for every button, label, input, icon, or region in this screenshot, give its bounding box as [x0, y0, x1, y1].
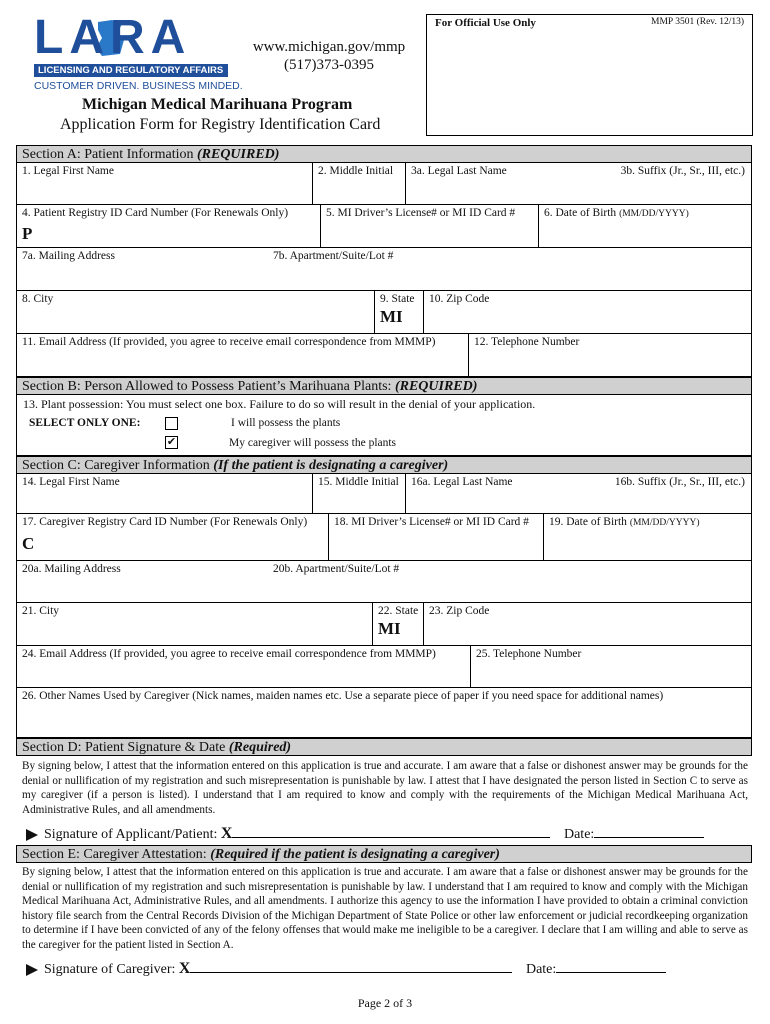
label: 9. State — [380, 293, 415, 305]
label-format: (MM/DD/YYYY) — [629, 518, 700, 528]
section-e-title: Section E: Caregiver Attestation: — [22, 847, 207, 862]
select-only-one-label: SELECT ONLY ONE: — [29, 417, 141, 429]
section-c-header — [16, 456, 752, 474]
prefix-c: C — [22, 534, 35, 553]
field-email[interactable] — [17, 334, 469, 376]
signature-underline — [190, 960, 512, 973]
label-suffix: 16b. Suffix (Jr., Sr., III, etc.) — [614, 476, 745, 488]
section-a-header — [16, 145, 752, 163]
section-c-required: (If the patient is designating a caregiver) — [213, 458, 449, 473]
prefix-p: P — [22, 224, 33, 243]
label: 24. Email Address (If provided, you agree to receive email correspondence from MMMP) — [22, 648, 436, 660]
form-number: MMP 3501 (Rev. 12/13) — [651, 17, 744, 27]
label-format: (MM/DD/YYYY) — [619, 209, 689, 219]
signature-label: Signature of Applicant/Patient: — [44, 827, 218, 842]
label: 22. State — [378, 605, 419, 617]
field-caregiver-middle-initial[interactable] — [313, 474, 406, 514]
field-caregiver-city[interactable] — [17, 603, 373, 646]
label-suffix: 3b. Suffix (Jr., Sr., III, etc.) — [620, 165, 745, 177]
section-b-form — [16, 394, 752, 456]
label: 2. Middle Initial — [318, 165, 394, 177]
section-d-required: (Required) — [228, 740, 292, 755]
signature-underline — [232, 825, 550, 838]
field-caregiver-state[interactable] — [373, 603, 424, 646]
field-patient-registry-id[interactable] — [17, 205, 321, 248]
field-mailing-address[interactable] — [17, 248, 751, 291]
arrow-right-icon — [26, 829, 38, 841]
field-caregiver-last-name[interactable] — [406, 474, 751, 514]
field-caregiver-zip-code[interactable] — [424, 603, 751, 646]
signature-x: X — [178, 960, 191, 977]
option-patient-possess: I will possess the plants — [231, 417, 341, 429]
field-caregiver-telephone[interactable] — [471, 646, 751, 688]
label: 4. Patient Registry ID Card Number (For Renewals Only) — [22, 207, 289, 219]
field-caregiver-drivers-license[interactable] — [329, 514, 544, 561]
label: 1. Legal First Name — [22, 165, 114, 177]
label: 19. Date of Birth — [549, 516, 627, 528]
label: 5. MI Driver’s License# or MI ID Card # — [326, 207, 516, 219]
section-a-form — [16, 162, 752, 377]
website-link[interactable]: www.michigan.gov/mmp — [252, 39, 406, 55]
form-title: Application Form for Registry Identification Card — [60, 116, 381, 133]
section-b-title: Section B: Person Allowed to Possess Patient’s Marihuana Plants: — [22, 379, 392, 394]
section-b-required: (REQUIRED) — [394, 379, 478, 394]
signature-x: X — [220, 825, 233, 842]
label-apartment: 7b. Apartment/Suite/Lot # — [273, 250, 394, 262]
checkbox-caregiver-possess[interactable] — [165, 436, 178, 449]
field-middle-initial[interactable] — [313, 163, 406, 205]
field-drivers-license[interactable] — [321, 205, 539, 248]
label: 21. City — [22, 605, 60, 617]
program-name: Michigan Medical Marihuana Program — [82, 96, 353, 113]
label: 26. Other Names Used by Caregiver (Nick names, maiden names etc. Use a separate piece of paper if you need space for additional names) — [22, 690, 664, 702]
label: 18. MI Driver’s License# or MI ID Card # — [334, 516, 529, 528]
field-legal-last-name[interactable] — [406, 163, 751, 205]
field-caregiver-mailing-address[interactable] — [17, 561, 751, 603]
field-telephone[interactable] — [469, 334, 751, 376]
label: 3a. Legal Last Name — [411, 165, 507, 177]
section-e-required: (Required if the patient is designating a caregiver) — [210, 847, 500, 862]
official-use-box — [426, 14, 753, 136]
field-state[interactable] — [375, 291, 424, 334]
contact-info — [238, 38, 420, 74]
label: 16a. Legal Last Name — [411, 476, 513, 488]
label: 17. Caregiver Registry Card ID Number (For Renewals Only) — [22, 516, 308, 528]
label: 10. Zip Code — [429, 293, 490, 305]
field-legal-first-name[interactable] — [17, 163, 313, 205]
patient-signature-line[interactable] — [26, 825, 704, 843]
phone-number: (517)373-0395 — [284, 57, 374, 73]
label: 6. Date of Birth — [544, 207, 617, 219]
section-c-form — [16, 473, 752, 738]
section-e-header — [16, 845, 752, 863]
field-zip-code[interactable] — [424, 291, 751, 334]
logo-tagline-2: CUSTOMER DRIVEN. BUSINESS MINDED. — [34, 80, 243, 92]
section-e-attestation: By signing below, I attest that the information entered on this application is true and accurate. I am aware that a false or dishonest answer may be grounds for the denial or nullification of my registration and such misrepresentation is punishable by law. I understand that I am required to know and comply with the Michigan Medical Marihuana Act, Administrative Rules, and all amendments. I authorize this agency to use the information I have provided to obtain a criminal conviction history file search from the Central Records Division of the Michigan Department of State Police or other law enforcement or judicial recordkeeping organization to determine if I have been convicted of any of the felony offenses that would make me ineligible to be a caregiver. I declare that I am willing and able to serve as the caregiver for the patient listed in Section A. — [22, 866, 748, 951]
label: 25. Telephone Number — [476, 648, 582, 660]
section-c-title: Section C: Caregiver Information — [22, 458, 210, 473]
checkmark-icon: ✔ — [166, 436, 177, 448]
date-label: Date: — [525, 962, 557, 977]
label: 11. Email Address (If provided, you agree to receive email correspondence from MMMP) — [22, 336, 436, 348]
caregiver-signature-line[interactable] — [26, 960, 666, 978]
lara-logo — [34, 11, 243, 92]
label: 7a. Mailing Address — [22, 250, 115, 262]
logo-tagline-1: LICENSING AND REGULATORY AFFAIRS — [34, 64, 228, 77]
label: 20a. Mailing Address — [22, 563, 121, 575]
field-caregiver-date-of-birth[interactable] — [544, 514, 751, 561]
state-value: MI — [380, 307, 403, 326]
label: 8. City — [22, 293, 54, 305]
plant-possession-instruction: 13. Plant possession: You must select one box. Failure to do so will result in the denial of your application. — [23, 397, 536, 411]
section-d-header — [16, 738, 752, 756]
label: 14. Legal First Name — [22, 476, 120, 488]
date-underline[interactable] — [594, 825, 704, 838]
state-value: MI — [378, 619, 401, 638]
field-caregiver-other-names[interactable] — [17, 688, 751, 737]
section-a-required: (REQUIRED) — [196, 147, 280, 162]
arrow-right-icon — [26, 964, 38, 976]
label-apartment: 20b. Apartment/Suite/Lot # — [273, 563, 400, 575]
section-d-title: Section D: Patient Signature & Date — [22, 740, 226, 755]
checkbox-patient-possess[interactable] — [165, 417, 178, 430]
label: 23. Zip Code — [429, 605, 490, 617]
field-caregiver-first-name[interactable] — [17, 474, 313, 514]
section-a-title: Section A: Patient Information — [22, 147, 194, 162]
section-d-attestation: By signing below, I attest that the information entered on this application is true and accurate. I am aware that a false or dishonest answer may be grounds for the denial or nullification of my registration and such misrepresentation is punishable by law. I attest that I have designated the person listed in Section C to serve as my caregiver (if a person is listed). I understand that I am required to know and comply with the requirements of the Michigan Medical Marihuana Act, Administrative Rules, and all amendments. — [22, 760, 748, 816]
field-caregiver-registry-id[interactable] — [17, 514, 329, 561]
field-city[interactable] — [17, 291, 375, 334]
logo-wordmark: LARA — [34, 11, 192, 64]
date-underline[interactable] — [556, 960, 666, 973]
label: 12. Telephone Number — [474, 336, 580, 348]
section-b-header — [16, 377, 752, 395]
date-label: Date: — [563, 827, 595, 842]
field-date-of-birth[interactable] — [539, 205, 751, 248]
page-number: Page 2 of 3 — [357, 996, 413, 1010]
label: 15. Middle Initial — [318, 476, 399, 488]
option-caregiver-possess: My caregiver will possess the plants — [229, 437, 397, 449]
official-use-label: For Official Use Only — [435, 17, 536, 29]
field-caregiver-email[interactable] — [17, 646, 471, 688]
signature-label: Signature of Caregiver: — [44, 962, 176, 977]
